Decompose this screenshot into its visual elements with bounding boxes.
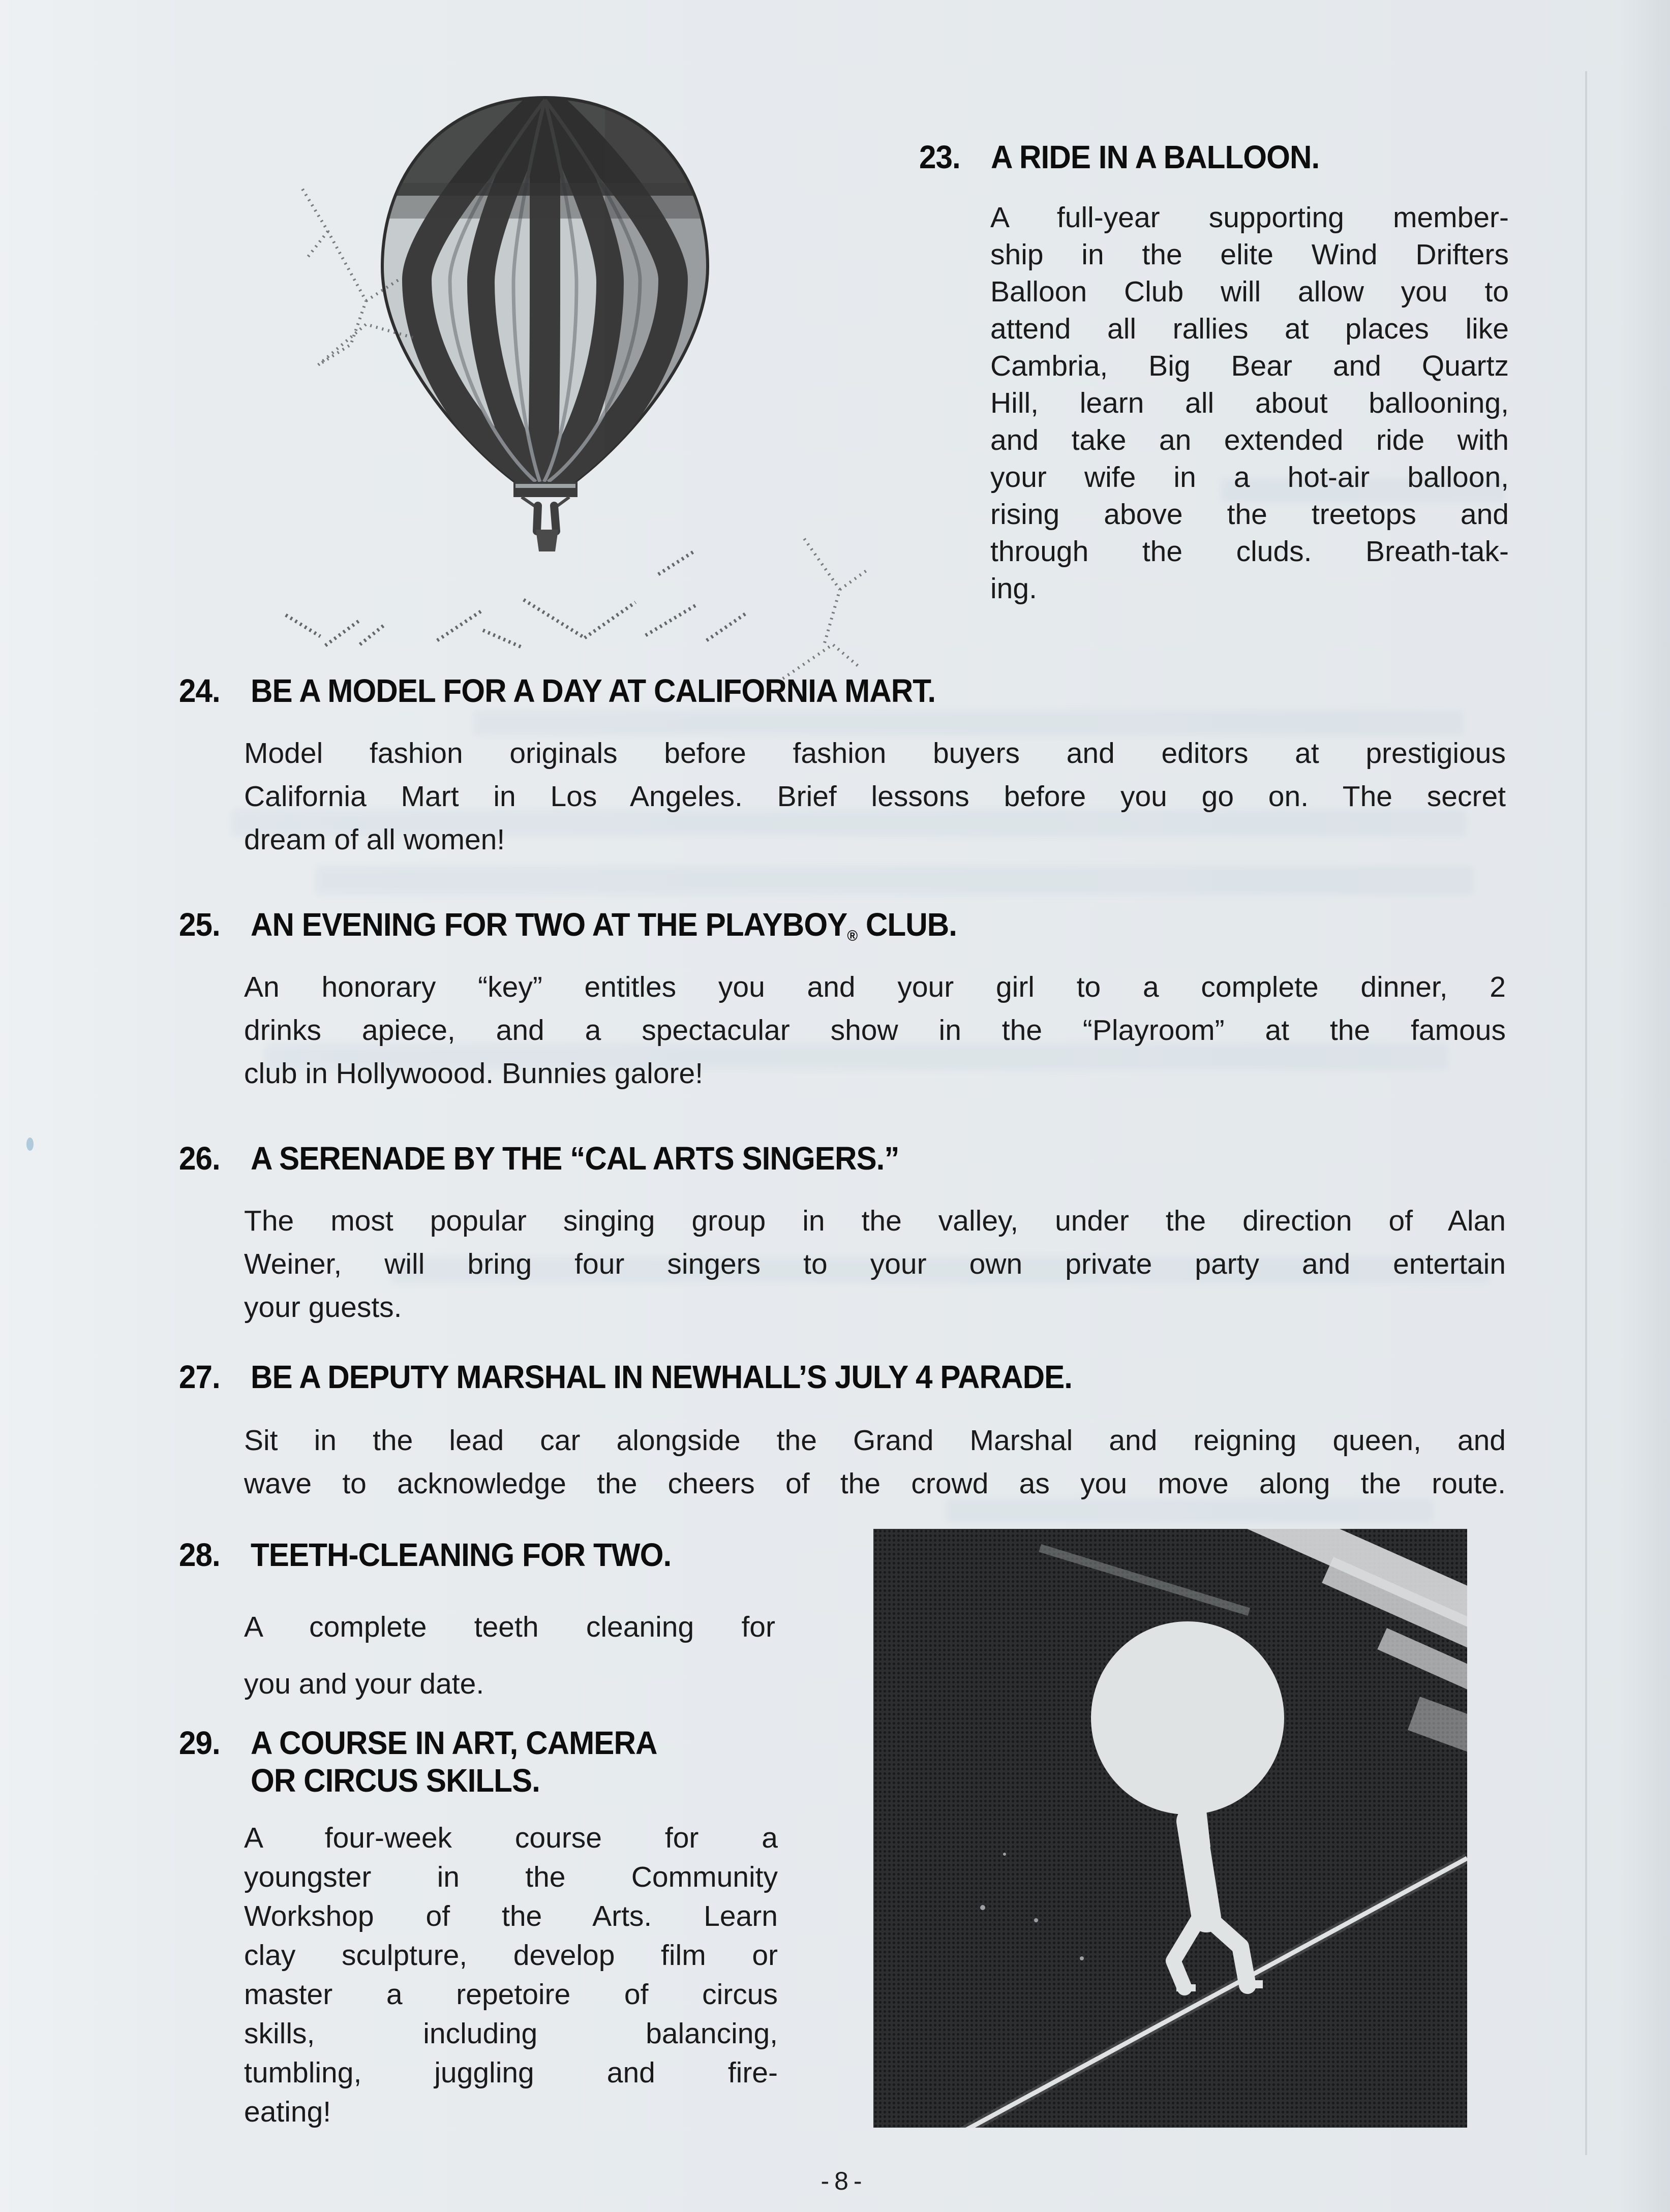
photo-background (873, 1529, 1467, 2128)
body-line: skills, including balancing, (244, 2017, 778, 2050)
body-line: Model fashion originals before fashion buyers and editors at prestigious (244, 737, 1506, 770)
scan-streak (1585, 71, 1587, 2155)
item-28-body (244, 1599, 775, 1712)
item-title-line: A COURSE IN ART, CAMERA (251, 1725, 657, 1761)
body-line: A four-week course for a (244, 1822, 778, 1854)
item-title-line: OR CIRCUS SKILLS. (251, 1762, 540, 1799)
body-line: Hill, learn all about ballooning, (990, 387, 1509, 419)
body-line: club in Hollywoood. Bunnies galore! (244, 1057, 704, 1090)
body-line: Weiner, will bring four singers to your own private party and entertain (244, 1248, 1506, 1280)
body-line: A full-year supporting member- (990, 201, 1509, 234)
hot-air-balloon-illustration (198, 41, 879, 696)
umbrella-icon (1091, 1621, 1284, 1815)
body-line: youngster in the Community (244, 1861, 778, 1893)
item-title: TEETH-CLEANING FOR TWO. (251, 1537, 672, 1573)
tightrope-walker-photo (873, 1529, 1467, 2128)
branch-sketch-right (783, 539, 868, 679)
body-line: An honorary “key” entitles you and your girl to a complete dinner, 2 (244, 971, 1506, 1003)
body-line: Cambria, Big Bear and Quartz (990, 350, 1509, 382)
item-number: 26. (179, 1140, 220, 1177)
item-28-heading (179, 1536, 671, 1574)
body-line: rising above the treetops and (990, 498, 1509, 531)
item-24-body (244, 732, 1506, 862)
item-number: 28. (179, 1537, 220, 1573)
body-line: eating! (244, 2096, 331, 2128)
item-number: 27. (179, 1359, 220, 1395)
item-26-heading (179, 1140, 899, 1177)
item-title (251, 906, 957, 955)
item-25-heading (179, 906, 957, 955)
item-23-body (990, 199, 1509, 607)
item-number: 23. (919, 139, 960, 175)
item-23-heading (919, 138, 1319, 176)
body-line: attend all rallies at places like (990, 313, 1509, 345)
bleed-through-artifact (315, 866, 1474, 895)
item-27-heading (179, 1358, 1072, 1396)
hot-air-balloon-photo (198, 41, 879, 696)
item-title: BE A DEPUTY MARSHAL IN NEWHALL’S JULY 4 PARADE. (251, 1359, 1073, 1395)
item-26-body (244, 1200, 1506, 1329)
ink-speck (26, 1138, 34, 1151)
body-line: Balloon Club will allow you to (990, 275, 1509, 308)
item-25-body (244, 966, 1506, 1095)
item-number: 25. (179, 906, 220, 943)
body-line: your guests. (244, 1291, 402, 1324)
body-line: dream of all women! (244, 823, 505, 856)
item-title-text: AN EVENING FOR TWO AT THE PLAYBOY (251, 906, 847, 943)
body-line: Workshop of the Arts. Learn (244, 1900, 778, 1932)
body-line: The most popular singing group in the valley, under the direction of Alan (244, 1205, 1506, 1237)
body-line: tumbling, juggling and fire- (244, 2056, 778, 2089)
body-line: you and your date. (244, 1668, 484, 1700)
item-title-text: CLUB. (858, 906, 957, 943)
body-line: and take an extended ride with (990, 424, 1509, 456)
item-number: 24. (179, 672, 220, 709)
body-line: A complete teeth cleaning for (244, 1611, 775, 1643)
item-title: A RIDE IN A BALLOON. (991, 139, 1320, 175)
item-27-body (244, 1419, 1506, 1506)
item-title: A SERENADE BY THE “CAL ARTS SINGERS.” (251, 1140, 899, 1177)
body-line: your wife in a hot-air balloon, (990, 461, 1509, 494)
body-line: drinks apiece, and a spectacular show in the “Playroom” at the famous (244, 1014, 1506, 1047)
registered-trademark-mark: ® (847, 928, 858, 944)
body-line: clay sculpture, develop film or (244, 1939, 778, 1972)
item-title: BE A MODEL FOR A DAY AT CALIFORNIA MART. (251, 672, 936, 709)
ground-sketch (286, 551, 747, 648)
body-line: Sit in the lead car alongside the Grand Marshal and reigning queen, and (244, 1424, 1506, 1457)
body-line: ing. (990, 572, 1037, 605)
body-line: ship in the elite Wind Drifters (990, 238, 1509, 271)
balloon-envelope (366, 91, 727, 488)
item-title (251, 1724, 657, 1799)
balloon-basket (513, 482, 578, 551)
body-line: wave to acknowledge the cheers of the crowd as you move along the route. (244, 1467, 1506, 1500)
page-number: -8- (821, 2167, 867, 2195)
item-29-body (244, 1819, 778, 2132)
body-line: California Mart in Los Angeles. Brief lessons before you go on. The secret (244, 780, 1506, 813)
item-29-heading (179, 1724, 657, 1799)
item-24-heading (179, 672, 935, 710)
item-number: 29. (179, 1725, 220, 1761)
tightrope-walker-illustration (873, 1529, 1467, 2128)
body-line: master a repetoire of circus (244, 1978, 778, 2011)
body-line: through the cluds. Breath-tak- (990, 535, 1509, 568)
